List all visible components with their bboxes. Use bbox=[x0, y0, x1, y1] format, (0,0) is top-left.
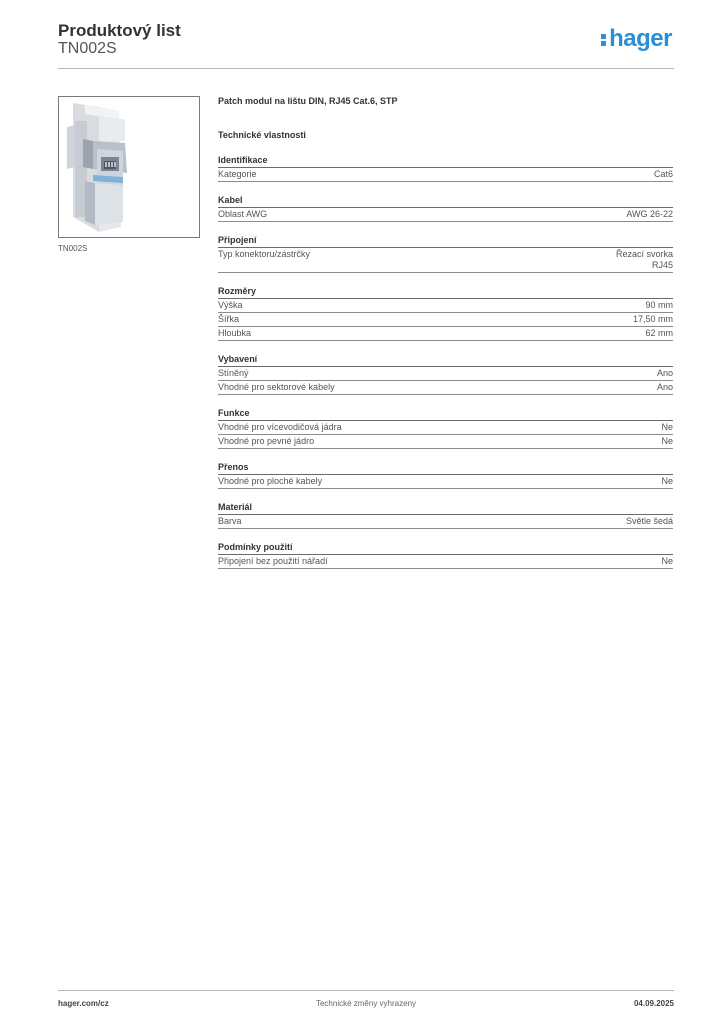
spec-group bbox=[218, 235, 673, 273]
spec-label: Vhodné pro vícevodičová jádra bbox=[218, 422, 342, 432]
spec-value: Světle šedá bbox=[625, 516, 673, 526]
spec-value: Cat6 bbox=[653, 169, 673, 179]
spec-heading: Technické vlastnosti bbox=[218, 130, 306, 140]
spec-label: Vhodné pro pevné jádro bbox=[218, 436, 315, 446]
spec-row bbox=[218, 248, 673, 273]
product-code: TN002S bbox=[58, 40, 117, 57]
spec-group bbox=[218, 286, 673, 341]
footer-notice: Technické změny vyhrazeny bbox=[315, 999, 417, 1008]
spec-label: Typ konektoru/zástrčky bbox=[218, 249, 311, 259]
spec-value: Ano bbox=[656, 382, 673, 392]
spec-group-title: Identifikace bbox=[218, 155, 268, 165]
spec-group-title: Vybavení bbox=[218, 354, 258, 364]
spec-value: Ne bbox=[661, 436, 673, 446]
spec-group-title: Přenos bbox=[218, 462, 249, 472]
spec-content bbox=[218, 95, 673, 582]
spec-row bbox=[218, 475, 673, 489]
spec-label: Připojení bez použití nářadí bbox=[218, 556, 328, 566]
spec-group-title: Funkce bbox=[218, 408, 250, 418]
spec-value: Ne bbox=[661, 556, 673, 566]
footer-divider bbox=[58, 990, 674, 991]
spec-group-title: Rozměry bbox=[218, 286, 257, 296]
logo-dots-icon bbox=[601, 31, 607, 47]
page-footer bbox=[58, 999, 674, 1011]
spec-label: Výška bbox=[218, 300, 243, 310]
spec-group bbox=[218, 408, 673, 449]
spec-row bbox=[218, 421, 673, 435]
spec-group bbox=[218, 354, 673, 395]
spec-label: Vhodné pro sektorové kabely bbox=[218, 382, 335, 392]
spec-row bbox=[218, 168, 673, 182]
spec-value: Ano bbox=[656, 368, 673, 378]
spec-groups bbox=[218, 155, 673, 569]
footer-website: hager.com/cz bbox=[58, 999, 109, 1008]
spec-group bbox=[218, 195, 673, 222]
spec-value: Ne bbox=[661, 476, 673, 486]
spec-group bbox=[218, 462, 673, 489]
product-description: Patch modul na lištu DIN, RJ45 Cat.6, STP bbox=[218, 96, 398, 106]
spec-value: Ne bbox=[661, 422, 673, 432]
spec-group bbox=[218, 502, 673, 529]
spec-label: Vhodné pro ploché kabely bbox=[218, 476, 323, 486]
logo-text: hager bbox=[609, 25, 672, 52]
image-caption: TN002S bbox=[58, 244, 88, 253]
spec-value: AWG 26-22 bbox=[626, 209, 673, 219]
spec-label: Kategorie bbox=[218, 169, 257, 179]
spec-group bbox=[218, 155, 673, 182]
spec-value: 90 mm bbox=[645, 300, 673, 310]
product-image bbox=[58, 96, 200, 238]
spec-row bbox=[218, 515, 673, 529]
spec-label: Stíněný bbox=[218, 368, 249, 378]
hager-logo bbox=[601, 27, 672, 51]
spec-group-title: Připojení bbox=[218, 235, 257, 245]
document-title: Produktový list bbox=[58, 21, 181, 40]
footer-date: 04.09.2025 bbox=[633, 999, 674, 1008]
spec-label: Oblast AWG bbox=[218, 209, 268, 219]
spec-value: 62 mm bbox=[645, 328, 673, 338]
spec-label: Šířka bbox=[218, 314, 240, 324]
spec-row bbox=[218, 327, 673, 341]
spec-value: Řezací svorka RJ45 bbox=[615, 249, 673, 270]
spec-row bbox=[218, 435, 673, 449]
spec-group-title: Podmínky použití bbox=[218, 542, 293, 552]
spec-label: Barva bbox=[218, 516, 242, 526]
page-header bbox=[58, 20, 674, 68]
spec-row bbox=[218, 208, 673, 222]
spec-group bbox=[218, 542, 673, 569]
spec-label: Hloubka bbox=[218, 328, 252, 338]
spec-row bbox=[218, 381, 673, 395]
spec-group-title: Kabel bbox=[218, 195, 243, 205]
patch-module-illustration bbox=[59, 97, 199, 237]
spec-value: 17,50 mm bbox=[632, 314, 673, 324]
spec-group-title: Materiál bbox=[218, 502, 253, 512]
spec-row bbox=[218, 313, 673, 327]
spec-row bbox=[218, 299, 673, 313]
spec-row bbox=[218, 367, 673, 381]
header-divider bbox=[58, 68, 674, 69]
spec-row bbox=[218, 555, 673, 569]
